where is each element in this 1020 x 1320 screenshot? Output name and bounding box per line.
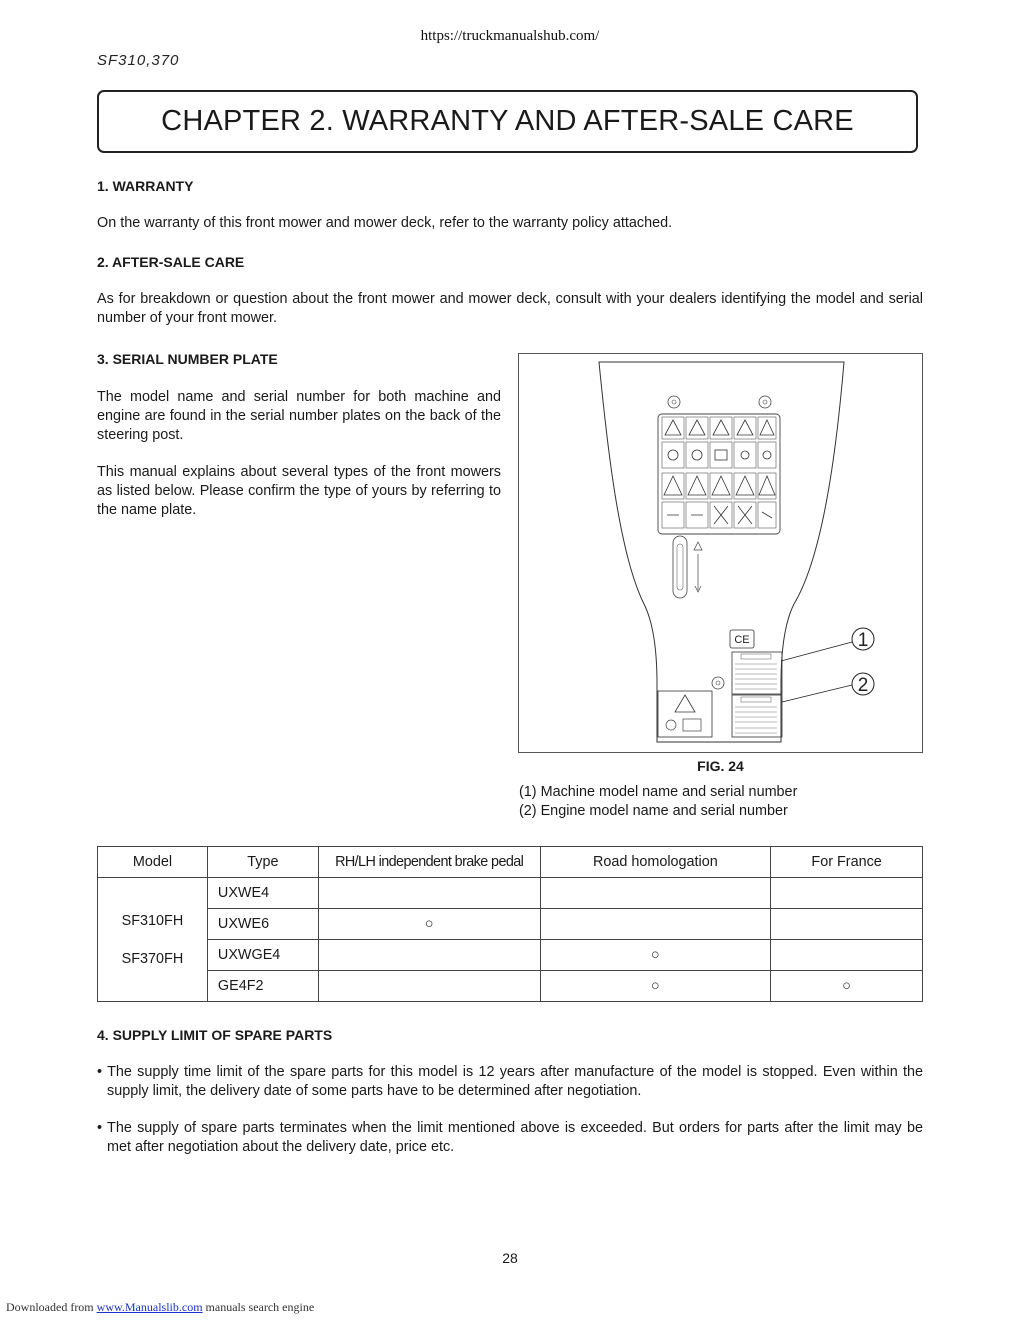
bullet-text: • The supply time limit of the spare parts for this model is 12 years after manufacture of the model is stopped. Even within the supply limit, the delivery date of some parts have to be determined after negotiation. <box>97 1064 923 1099</box>
type-cell: UXWE4 <box>207 878 318 909</box>
footer-suffix: manuals search engine <box>205 1300 315 1314</box>
source-url: https://truckmanualshub.com/ <box>420 28 600 44</box>
warranty-text: On the warranty of this front mower and mower deck, refer to the warranty policy attached. <box>97 215 673 231</box>
brake-cell <box>318 971 540 1002</box>
col-header-type: Type <box>207 847 318 878</box>
serial-plate-text-2: This manual explains about several types of the front mowers as listed below. Please confirm the type of yours by referring to the name plate. <box>97 464 501 518</box>
france-cell <box>771 878 923 909</box>
figure-caption: FIG. 24 <box>697 758 744 774</box>
after-sale-text: As for breakdown or question about the front mower and mower deck, consult with your dealers identifying the model and serial number of your front mower. <box>97 291 923 326</box>
type-cell: UXWGE4 <box>207 940 318 971</box>
col-header-model: Model <box>98 847 208 878</box>
table-header-row <box>98 847 923 878</box>
chapter-title: CHAPTER 2. WARRANTY AND AFTER-SALE CARE <box>161 105 854 137</box>
model-types-table <box>97 846 923 1002</box>
warranty-heading: 1. WARRANTY <box>97 178 194 194</box>
model-name: SF370FH <box>121 950 184 967</box>
brake-cell <box>318 878 540 909</box>
model-header: SF310,370 <box>97 52 180 69</box>
spare-parts-bullet-1 <box>97 1063 923 1101</box>
table-row <box>98 940 923 971</box>
serial-plate-heading: 3. SERIAL NUMBER PLATE <box>97 351 278 367</box>
serial-plate-text-1: The model name and serial number for both machine and engine are found in the serial number plates on the back of the steering post. <box>97 389 501 443</box>
model-cell <box>98 878 208 1002</box>
type-cell: UXWE6 <box>207 909 318 940</box>
chapter-title-box <box>97 90 918 153</box>
steering-post-figure <box>518 353 923 753</box>
col-header-for-france: For France <box>771 847 923 878</box>
road-cell <box>540 878 771 909</box>
figure-legend-2: (2) Engine model name and serial number <box>519 803 788 819</box>
manualslib-link[interactable]: www.Manualslib.com <box>96 1300 203 1314</box>
svg-text:CE: CE <box>734 634 750 646</box>
figure-legend-1: (1) Machine model name and serial number <box>519 784 798 800</box>
brake-cell: ○ <box>318 909 540 940</box>
col-header-road-homologation: Road homologation <box>540 847 771 878</box>
table-row <box>98 909 923 940</box>
footer-prefix: Downloaded from <box>6 1300 94 1314</box>
model-name: SF310FH <box>121 912 184 929</box>
callout-1-label: 1 <box>857 630 869 651</box>
download-footer <box>6 1300 314 1315</box>
col-header-brake-pedal: RH/LH independent brake pedal <box>318 847 540 878</box>
spare-parts-bullet-2 <box>97 1119 923 1157</box>
table-row <box>98 971 923 1002</box>
callout-2-label: 2 <box>857 675 869 696</box>
brake-cell <box>318 940 540 971</box>
road-cell <box>540 909 771 940</box>
road-cell: ○ <box>540 971 771 1002</box>
page-number: 28 <box>502 1250 518 1266</box>
after-sale-heading: 2. AFTER-SALE CARE <box>97 254 245 270</box>
france-cell <box>771 940 923 971</box>
spare-parts-heading: 4. SUPPLY LIMIT OF SPARE PARTS <box>97 1027 333 1043</box>
france-cell <box>771 909 923 940</box>
bullet-text: • The supply of spare parts terminates when the limit mentioned above is exceeded. But orders for parts after the limit may be met after negotiation about the delivery date, price etc. <box>97 1120 923 1155</box>
road-cell: ○ <box>540 940 771 971</box>
table-row <box>98 878 923 909</box>
france-cell: ○ <box>771 971 923 1002</box>
steering-post-illustration <box>519 354 922 752</box>
type-cell: GE4F2 <box>207 971 318 1002</box>
